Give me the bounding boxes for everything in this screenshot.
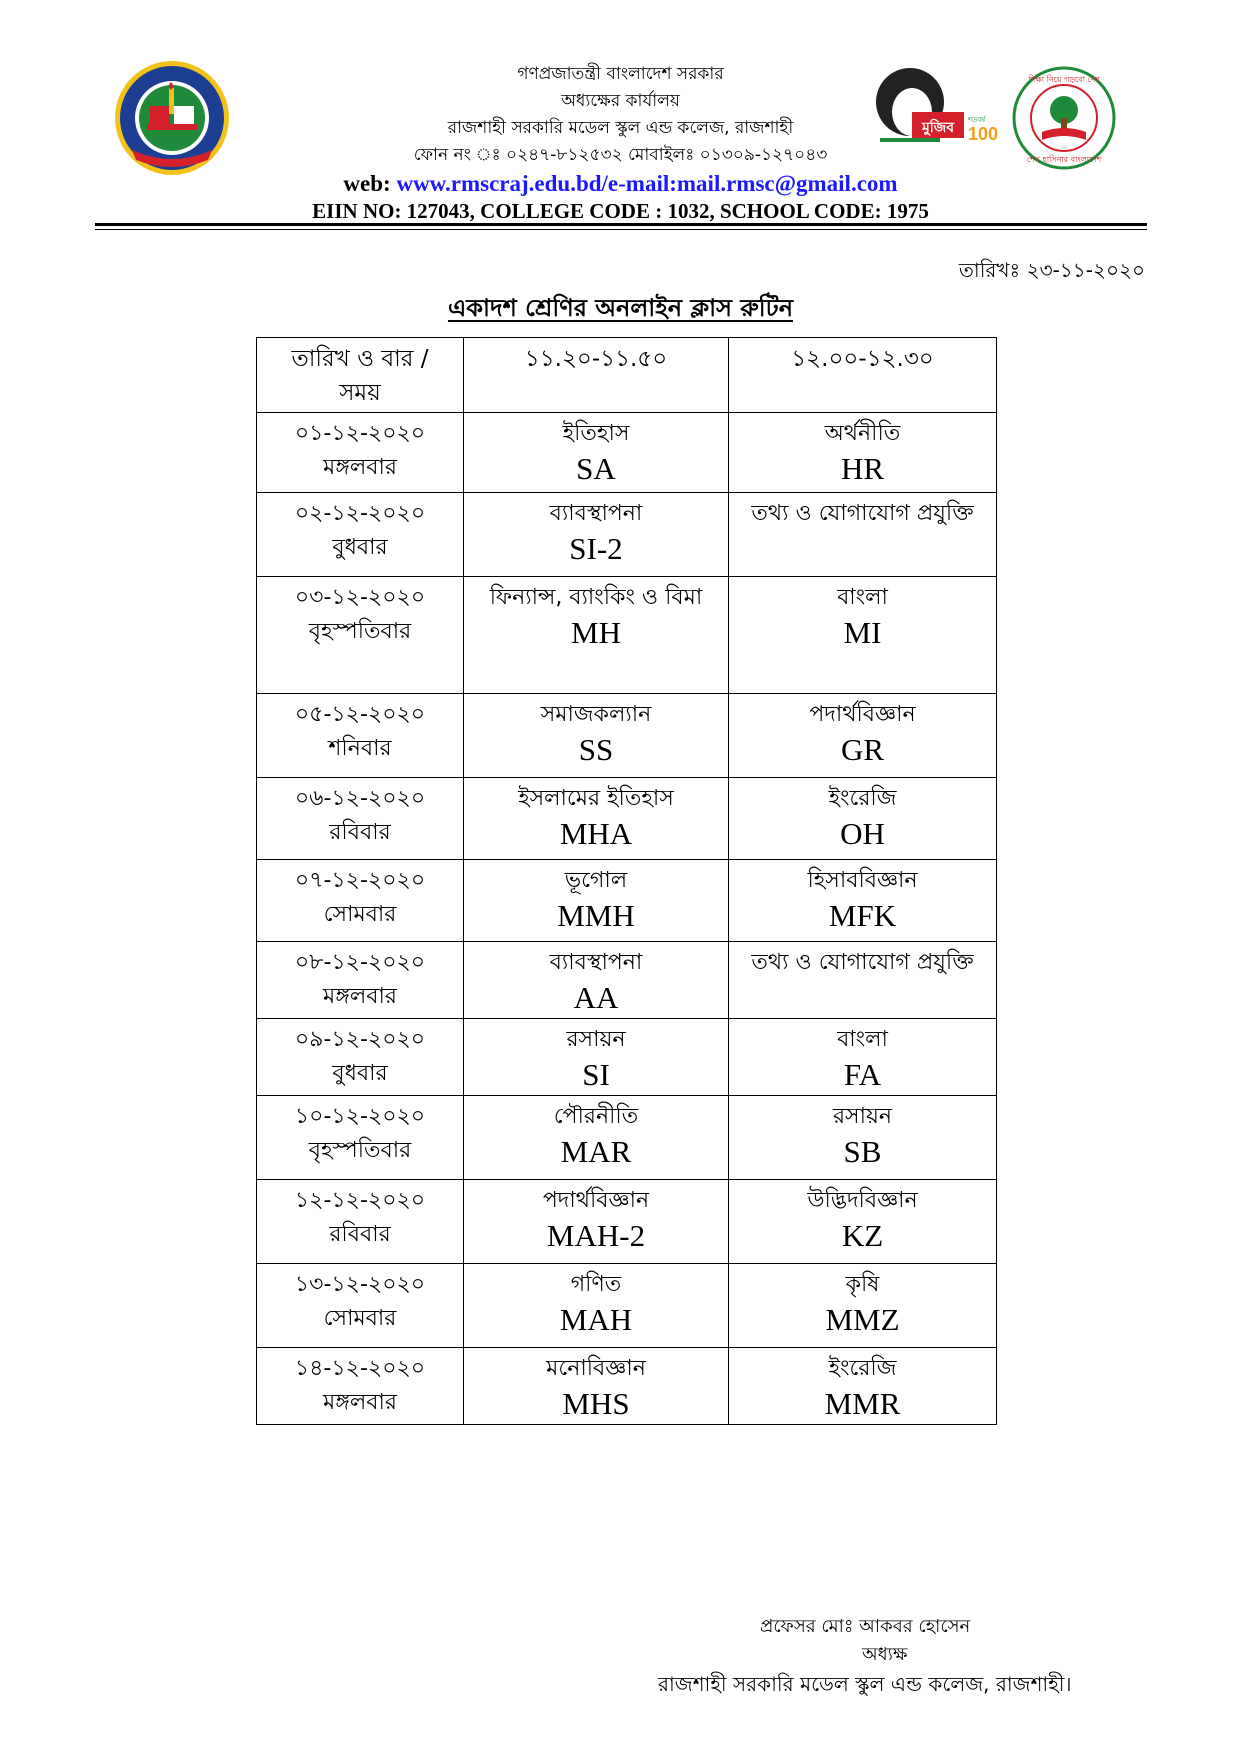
table-row (257, 860, 997, 942)
header-slot-2: ১২.০০-১২.৩০ (729, 338, 997, 413)
row-date-day: ০৫-১২-২০২০ শনিবার (257, 694, 464, 778)
table-row (257, 694, 997, 778)
row-slot-1: গণিত MAH (464, 1264, 729, 1348)
web-line (0, 171, 1241, 197)
row-date-day: ১৪-১২-২০২০ মঙ্গলবার (257, 1348, 464, 1425)
row-slot-2: অর্থনীতি HR (729, 413, 997, 493)
header-rule (95, 223, 1147, 226)
row-slot-2: রসায়ন SB (729, 1096, 997, 1180)
row-date-day: ০৩-১২-২০২০ বৃহস্পতিবার (257, 577, 464, 694)
row-slot-1: মনোবিজ্ঞান MHS (464, 1348, 729, 1425)
svg-text:মুজিব: মুজিব (921, 120, 955, 136)
row-slot-2: পদার্থবিজ্ঞান GR (729, 694, 997, 778)
row-slot-2: কৃষি MMZ (729, 1264, 997, 1348)
row-slot-1: রসায়ন SI (464, 1019, 729, 1096)
table-row (257, 413, 997, 493)
row-slot-2: বাংলা FA (729, 1019, 997, 1096)
header-rule-thin (95, 229, 1147, 230)
table-row (257, 493, 997, 577)
row-slot-1: ইসলামের ইতিহাস MHA (464, 778, 729, 860)
header-date-time: তারিখ ও বার / সময় (257, 338, 464, 413)
row-slot-2: ইংরেজি MMR (729, 1348, 997, 1425)
document-date: তারিখঃ ২৩-১১-২০২০ (958, 258, 1145, 282)
svg-text:শতবর্ষ: শতবর্ষ (968, 116, 986, 124)
row-slot-1: সমাজকল্যান SS (464, 694, 729, 778)
row-date-day: ১৩-১২-২০২০ সোমবার (257, 1264, 464, 1348)
signatory-name: প্রফেসর মোঃ আকবর হোসেন (760, 1616, 971, 1637)
page-title: একাদশ শ্রেণির অনলাইন ক্লাস রুটিন (447, 294, 794, 322)
svg-text:শেখ হাসিনার বাংলাদেশ: শেখ হাসিনার বাংলাদেশ (1026, 155, 1102, 164)
web-link[interactable]: www.rmscraj.edu.bd/e-mail:mail.rmsc@gmail.com (396, 171, 898, 196)
govt-name: গণপ্রজাতন্ত্রী বাংলাদেশ সরকার (517, 64, 724, 84)
svg-text:শিক্ষা নিয়ে গড়বো দেশ: শিক্ষা নিয়ে গড়বো দেশ (1028, 75, 1100, 84)
web-label: web: (343, 171, 397, 196)
signatory-institution: রাজশাহী সরকারি মডেল স্কুল এন্ড কলেজ, রাজশাহী। (658, 1672, 1072, 1696)
signatory-designation: অধ্যক্ষ (862, 1644, 908, 1665)
office-name: অধ্যক্ষের কার্যালয় (561, 91, 680, 111)
row-date-day: ০২-১২-২০২০ বুধবার (257, 493, 464, 577)
table-row (257, 577, 997, 694)
table-row (257, 778, 997, 860)
row-date-day: ১০-১২-২০২০ বৃহস্পতিবার (257, 1096, 464, 1180)
eiin-line: EIIN NO: 127043, COLLEGE CODE : 1032, SCHOOL CODE: 1975 (312, 199, 929, 223)
row-date-day: ০৮-১২-২০২০ মঙ্গলবার (257, 942, 464, 1019)
table-row (257, 1348, 997, 1425)
row-date-day: ১২-১২-২০২০ রবিবার (257, 1180, 464, 1264)
row-slot-2: তথ্য ও যোগাযোগ প্রযুক্তি (729, 493, 997, 577)
row-slot-1: ব্যাবস্থাপনা SI-2 (464, 493, 729, 577)
row-slot-2: হিসাববিজ্ঞান MFK (729, 860, 997, 942)
institution-name: রাজশাহী সরকারি মডেল স্কুল এন্ড কলেজ, রাজশাহী (447, 118, 794, 138)
row-date-day: ০৬-১২-২০২০ রবিবার (257, 778, 464, 860)
row-slot-1: ইতিহাস SA (464, 413, 729, 493)
row-date-day: ০৯-১২-২০২০ বুধবার (257, 1019, 464, 1096)
table-row (257, 1096, 997, 1180)
row-slot-1: ব্যাবস্থাপনা AA (464, 942, 729, 1019)
table-row (257, 1019, 997, 1096)
table-row (257, 1180, 997, 1264)
row-slot-2: তথ্য ও যোগাযোগ প্রযুক্তি (729, 942, 997, 1019)
row-slot-1: ভূগোল MMH (464, 860, 729, 942)
table-row (257, 942, 997, 1019)
header-slot-1: ১১.২০-১১.৫০ (464, 338, 729, 413)
phone-line: ফোন নং ঃ ০২৪৭-৮১২৫৩২ মোবাইলঃ ০১৩০৯-১২৭০৪৩ (413, 145, 828, 165)
row-date-day: ০১-১২-২০২০ মঙ্গলবার (257, 413, 464, 493)
row-slot-1: পদার্থবিজ্ঞান MAH-2 (464, 1180, 729, 1264)
row-slot-1: পৌরনীতি MAR (464, 1096, 729, 1180)
svg-text:100: 100 (968, 124, 999, 144)
row-slot-2: উদ্ভিদবিজ্ঞান KZ (729, 1180, 997, 1264)
row-slot-2: ইংরেজি OH (729, 778, 997, 860)
table-row (257, 1264, 997, 1348)
row-date-day: ০৭-১২-২০২০ সোমবার (257, 860, 464, 942)
table-header-row (257, 338, 997, 413)
row-slot-2: বাংলা MI (729, 577, 997, 694)
row-slot-1: ফিন্যান্স, ব্যাংকিং ও বিমা MH (464, 577, 729, 694)
routine-table (256, 337, 997, 1425)
